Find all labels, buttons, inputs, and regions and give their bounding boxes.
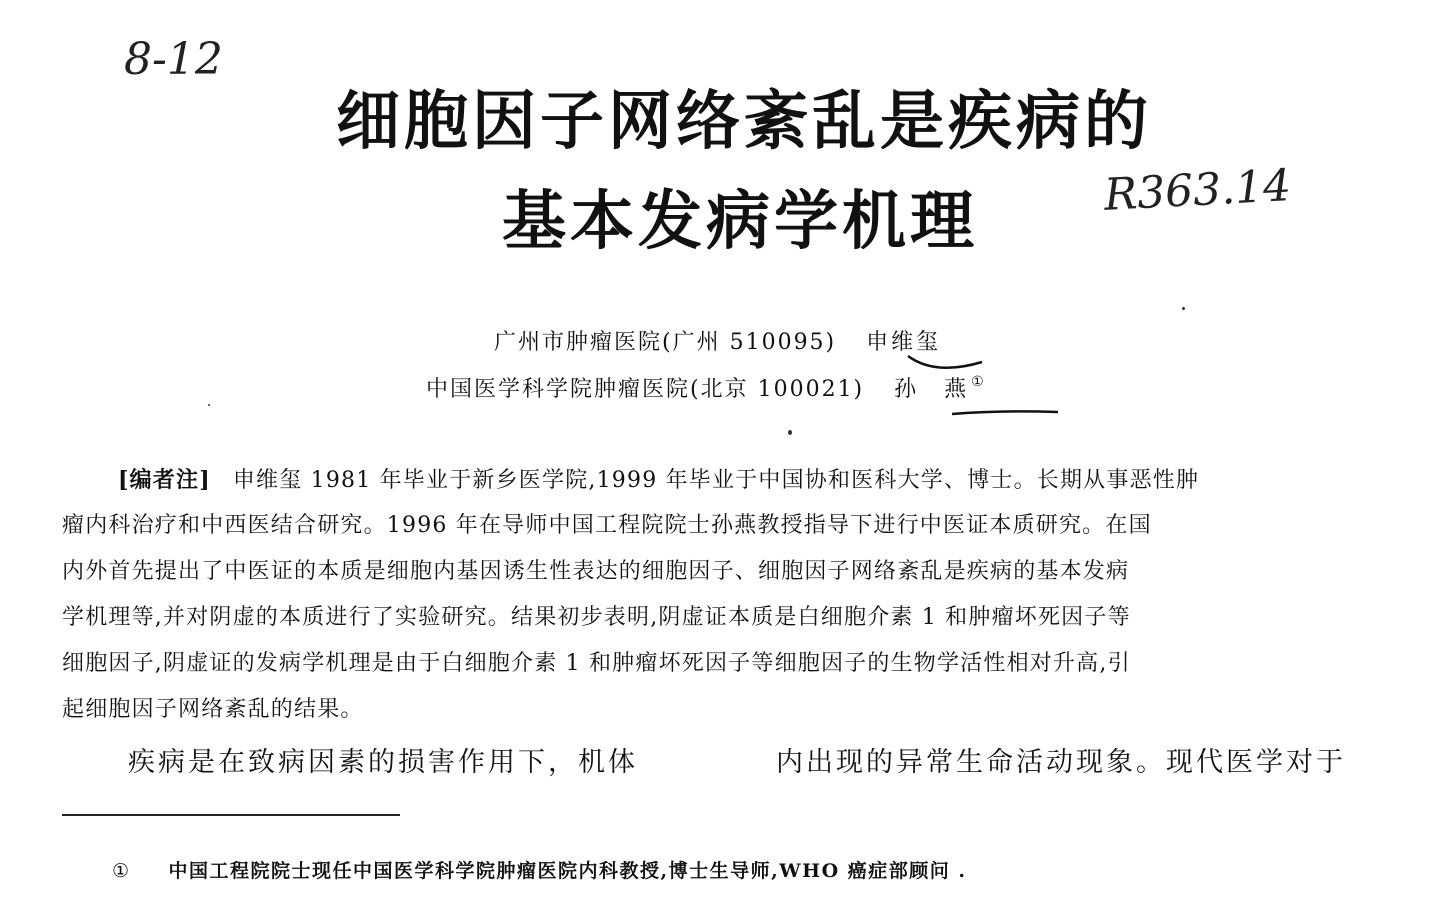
scan-speck — [208, 404, 210, 406]
affiliation-2-author: 孙 燕 — [894, 377, 970, 402]
editor-note-line-5: 细胞因子,阴虚证的发病学机理是由于白细胞介素 1 和肿瘤坏死因子等细胞因子的生物学活性相对升高,引 — [62, 651, 1131, 676]
scan-speck — [1182, 307, 1185, 310]
editor-note-text: 申维玺 1981 年毕业于新乡医学院,1999 年毕业于中国协和医科大学、博士。长期从事恶性肿 — [232, 468, 1200, 493]
affiliation-1-author: 申维玺 — [866, 330, 942, 355]
footnote-text: 中国工程院院士现任中国医学科学院肿瘤医院内科教授,博士生导师,WHO 癌症部顾问 . — [168, 860, 967, 882]
footnote-mark: ① — [112, 860, 131, 882]
handwritten-page-number: 8-12 — [124, 34, 223, 85]
editor-note-line-1 — [118, 468, 1199, 494]
handwritten-classification-code: R363.14 — [1102, 160, 1293, 221]
editor-note-line-6: 起细胞因子网络紊乱的结果。 — [62, 697, 364, 722]
footnote — [112, 856, 966, 883]
editor-note-line-3: 内外首先提出了中医证的本质是细胞内基因诱生性表达的细胞因子、细胞因子网络紊乱是疾病的基本发病 — [62, 559, 1130, 584]
scan-speck — [788, 430, 792, 435]
affiliation-2-institution: 中国医学科学院肿瘤医院(北京 100021) — [426, 377, 865, 402]
editor-note-label: [编者注] — [118, 467, 211, 493]
editor-note-line-4: 学机理等,并对阴虚的本质进行了实验研究。结果初步表明,阴虚证本质是白细胞介素 1 和肿瘤坏死因子等 — [62, 605, 1131, 630]
handwritten-underlines — [890, 352, 1080, 422]
affiliation-1-institution: 广州市肿瘤医院(广州 510095) — [494, 330, 837, 355]
affiliation-2-footnote-mark: ① — [971, 374, 986, 390]
editor-note-line-2: 瘤内科治疗和中西医结合研究。1996 年在导师中国工程院院士孙燕教授指导下进行中医证本质研究。在国 — [62, 513, 1152, 538]
title-line-1: 细胞因子网络紊乱是疾病的 — [336, 85, 1152, 159]
body-line-1a: 疾病是在致病因素的损害作用下，机体 — [128, 747, 638, 778]
body-line-1b: 内出现的异常生命活动现象。现代医学对于 — [776, 747, 1346, 778]
affiliation-1 — [494, 325, 941, 356]
title-line-2: 基本发病学机理 — [502, 185, 978, 259]
footnote-rule — [62, 814, 400, 816]
